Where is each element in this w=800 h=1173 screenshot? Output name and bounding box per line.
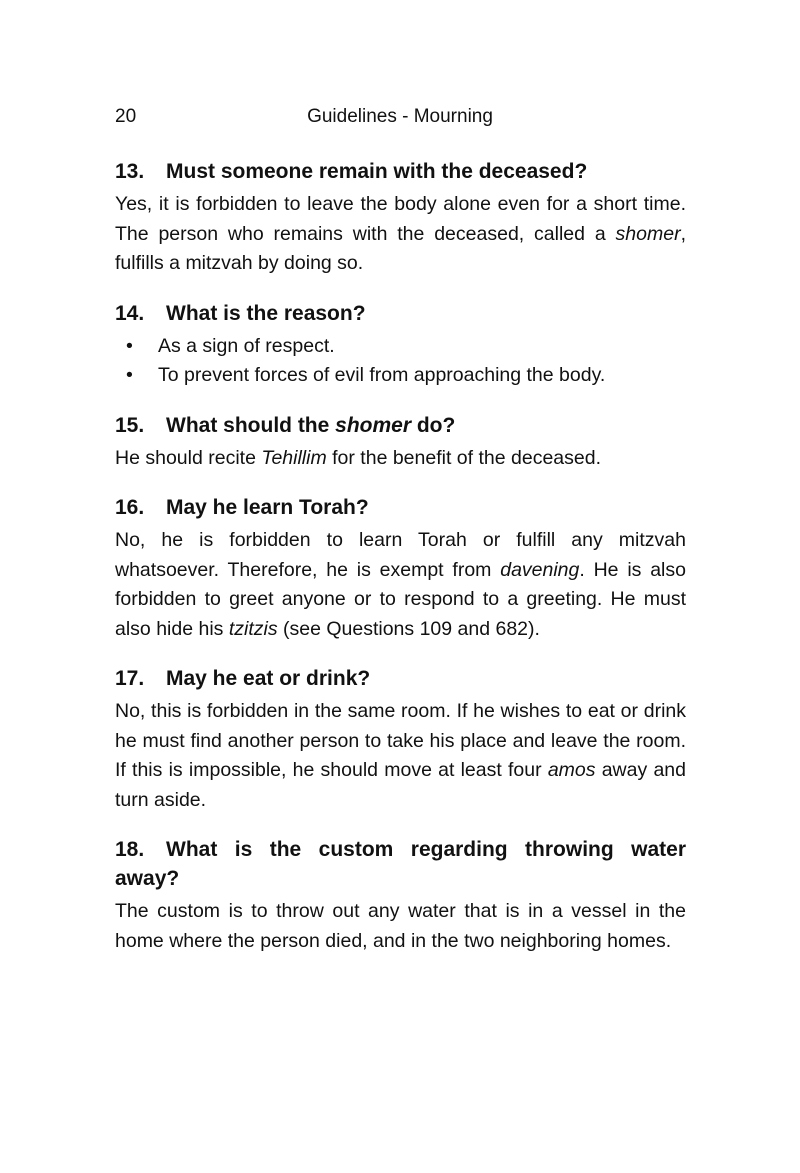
answer-segment: He should recite — [115, 446, 262, 469]
question-16 — [115, 493, 686, 644]
question-15 — [115, 411, 686, 474]
question-17 — [115, 664, 686, 815]
question-18 — [115, 835, 686, 956]
question-number: 18. — [115, 838, 145, 861]
italic-term: amos — [547, 759, 596, 781]
italic-term: davening — [500, 558, 580, 581]
question-number: 15. — [115, 413, 145, 437]
question-heading — [115, 299, 686, 328]
answer-text — [115, 444, 686, 474]
answer-segment: (see Questions 109 and 682). — [277, 617, 540, 640]
bullet-list — [115, 332, 686, 391]
question-text: May he learn Torah? — [166, 496, 369, 519]
answer-segment: No, he is forbidden to learn Torah or fulfill any mitzvah whatsoever. Therefore, he is exempt from — [115, 529, 686, 581]
answer-segment: . He is also forbidden to greet anyone or to respond to a greeting. He must also hide his — [115, 558, 686, 640]
running-header: Guidelines - Mourning — [307, 106, 493, 127]
question-heading — [115, 411, 686, 440]
list-item — [115, 332, 686, 362]
question-segment: What should the — [166, 413, 336, 437]
answer-text — [115, 697, 686, 815]
answer-segment: Yes, it is forbidden to leave the body alone even for a short time. The person who remains with the deceased, called a — [115, 193, 686, 245]
page-number: 20 — [115, 106, 137, 127]
list-item-text: To prevent forces of evil from approaching the body. — [158, 364, 606, 386]
answer-text — [115, 190, 686, 279]
question-text: What is the custom regarding throwing water — [166, 838, 686, 861]
question-number: 13. — [115, 160, 145, 183]
answer-text — [115, 526, 686, 644]
bullet-icon: • — [126, 334, 133, 357]
question-number: 14. — [115, 301, 145, 325]
question-text: Must someone remain with the deceased? — [166, 160, 588, 183]
question-text: What is the reason? — [166, 301, 366, 325]
italic-term: shomer — [335, 413, 412, 437]
question-heading — [115, 157, 686, 186]
answer-text: The custom is to throw out any water that is in a vessel in the home where the person died, and in the two neighboring homes. — [115, 900, 686, 952]
bullet-icon: • — [126, 364, 133, 386]
question-text-continued: away? — [115, 867, 180, 890]
question-text: May he eat or drink? — [166, 667, 371, 690]
italic-term: tzitzis — [228, 617, 278, 640]
list-item — [115, 361, 686, 391]
answer-segment: away and turn aside. — [115, 759, 686, 811]
question-number: 16. — [115, 496, 145, 519]
answer-segment: , fulfills a mitzvah by doing so. — [115, 222, 686, 274]
question-13 — [115, 157, 686, 279]
question-segment: do? — [411, 413, 456, 437]
list-item-text: As a sign of respect. — [158, 334, 335, 357]
question-heading — [115, 493, 686, 522]
answer-segment: for the benefit of the deceased. — [326, 446, 601, 469]
question-14 — [115, 299, 686, 391]
question-text — [166, 411, 686, 440]
question-heading — [115, 835, 686, 864]
italic-term: Tehillim — [261, 446, 327, 469]
italic-term: shomer — [615, 222, 681, 245]
question-number: 17. — [115, 667, 145, 690]
question-heading — [115, 664, 686, 693]
answer-segment: No, this is forbidden in the same room. If he wishes to eat or drink he must find another person to take his place and leave the room. If this is impossible, he should move at least four — [115, 700, 686, 781]
content — [115, 157, 686, 976]
